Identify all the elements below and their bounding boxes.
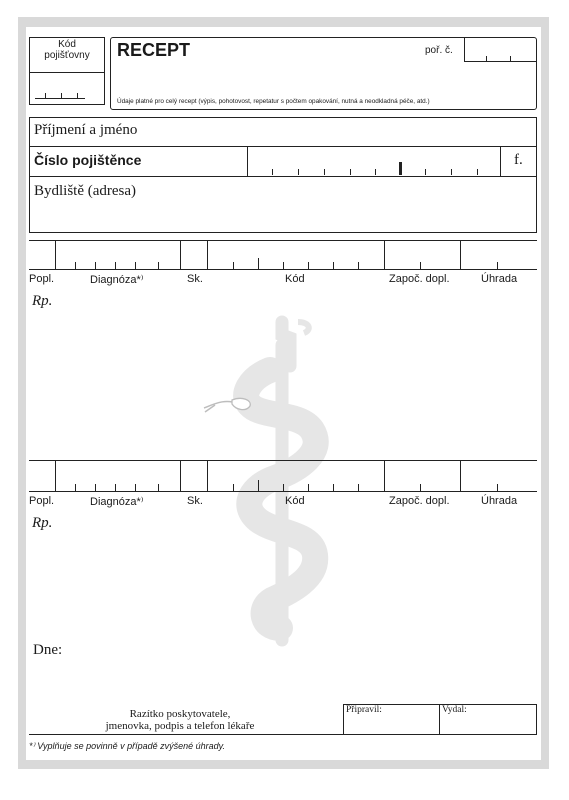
column-tick: [497, 484, 498, 491]
column-tick: [233, 262, 234, 269]
address-field[interactable]: [30, 200, 536, 232]
column-tick: [95, 484, 96, 491]
column-tick: [258, 480, 259, 491]
serial-number-field[interactable]: [464, 37, 537, 62]
name-label: Příjmení a jméno: [34, 122, 138, 138]
validity-note: Údaje platné pro celý recept (výpis, pohotovost, repetatur s počtem opakování, nutná a neodkladná péče, atd.): [117, 98, 430, 105]
column-divider: [207, 240, 208, 270]
column-divider: [207, 460, 208, 492]
recept-title: RECEPT: [117, 40, 191, 60]
stamp-caption: Razítko poskytovatele, jmenovka, podpis a telefon lékaře: [105, 708, 255, 732]
column-tick: [420, 262, 421, 269]
column-divider: [384, 460, 385, 492]
insured-number-tick: [272, 169, 273, 175]
col-kod: Kód: [285, 495, 305, 507]
address-label: Bydliště (adresa): [34, 183, 137, 199]
column-tick: [233, 484, 234, 491]
prepared-label: Připravil:: [346, 705, 382, 715]
rp-label: Rp.: [32, 515, 53, 531]
insurer-code-divider: [29, 72, 105, 73]
column-tick: [358, 484, 359, 491]
col-zapoc-dopl: Započ. dopl.: [389, 273, 450, 285]
column-tick: [283, 484, 284, 491]
insured-number-tick: [425, 169, 426, 175]
column-tick: [135, 262, 136, 269]
insured-number-tick: [375, 169, 376, 175]
row-divider: [29, 176, 537, 177]
col-sk: Sk.: [187, 495, 203, 507]
column-tick: [75, 484, 76, 491]
column-divider: [384, 240, 385, 270]
column-tick: [75, 262, 76, 269]
insured-number-field[interactable]: [247, 147, 501, 176]
column-tick: [135, 484, 136, 491]
col-sk: Sk.: [187, 273, 203, 285]
column-divider: [55, 460, 56, 492]
column-tick: [158, 262, 159, 269]
column-divider: [55, 240, 56, 270]
serial-number-tick: [486, 56, 487, 61]
column-divider: [180, 460, 181, 492]
col-kod: Kód: [285, 273, 305, 285]
column-divider: [460, 240, 461, 270]
column-divider: [180, 240, 181, 270]
col-uhrada: Úhrada: [481, 273, 518, 285]
insured-number-tick: [451, 169, 452, 175]
issued-label: Vydal:: [442, 705, 467, 715]
prescription-text-area[interactable]: [60, 514, 536, 634]
col-diagnoza: Diagnóza*⁾: [90, 274, 144, 286]
insured-number-tick: [477, 169, 478, 175]
suffix-label: f.: [514, 152, 523, 168]
column-tick: [115, 262, 116, 269]
insured-number-label: Číslo pojištěnce: [34, 152, 142, 168]
footnote: *⁾ Vyplňuje se povinně v případě zvýšené úhrady.: [29, 741, 226, 751]
column-tick: [333, 484, 334, 491]
col-popl: Popl.: [29, 273, 55, 285]
column-tick: [308, 262, 309, 269]
insured-number-separator: [399, 162, 402, 175]
column-divider: [460, 460, 461, 492]
serial-number-label: poř. č.: [425, 45, 453, 56]
column-tick: [497, 262, 498, 269]
insured-number-tick: [324, 169, 325, 175]
column-tick: [420, 484, 421, 491]
col-uhrada: Úhrada: [481, 495, 518, 507]
name-field[interactable]: [160, 118, 536, 145]
column-tick: [333, 262, 334, 269]
column-tick: [258, 258, 259, 269]
date-label: Dne:: [33, 642, 63, 658]
date-field[interactable]: [75, 640, 275, 662]
col-zapoc-dopl: Započ. dopl.: [389, 495, 450, 507]
prescription-text-area[interactable]: [60, 292, 536, 452]
column-tick: [158, 484, 159, 491]
insurer-code-label: Kód pojišťovny: [44, 39, 90, 61]
column-tick: [95, 262, 96, 269]
insured-number-tick: [298, 169, 299, 175]
col-popl: Popl.: [29, 495, 55, 507]
column-tick: [283, 262, 284, 269]
insured-number-tick: [350, 169, 351, 175]
serial-number-tick: [510, 56, 511, 61]
insurer-code-baseline: [35, 98, 85, 99]
rp-label: Rp.: [32, 293, 53, 309]
col-diagnoza: Diagnóza*⁾: [90, 496, 144, 508]
column-tick: [358, 262, 359, 269]
column-tick: [115, 484, 116, 491]
column-tick: [308, 484, 309, 491]
